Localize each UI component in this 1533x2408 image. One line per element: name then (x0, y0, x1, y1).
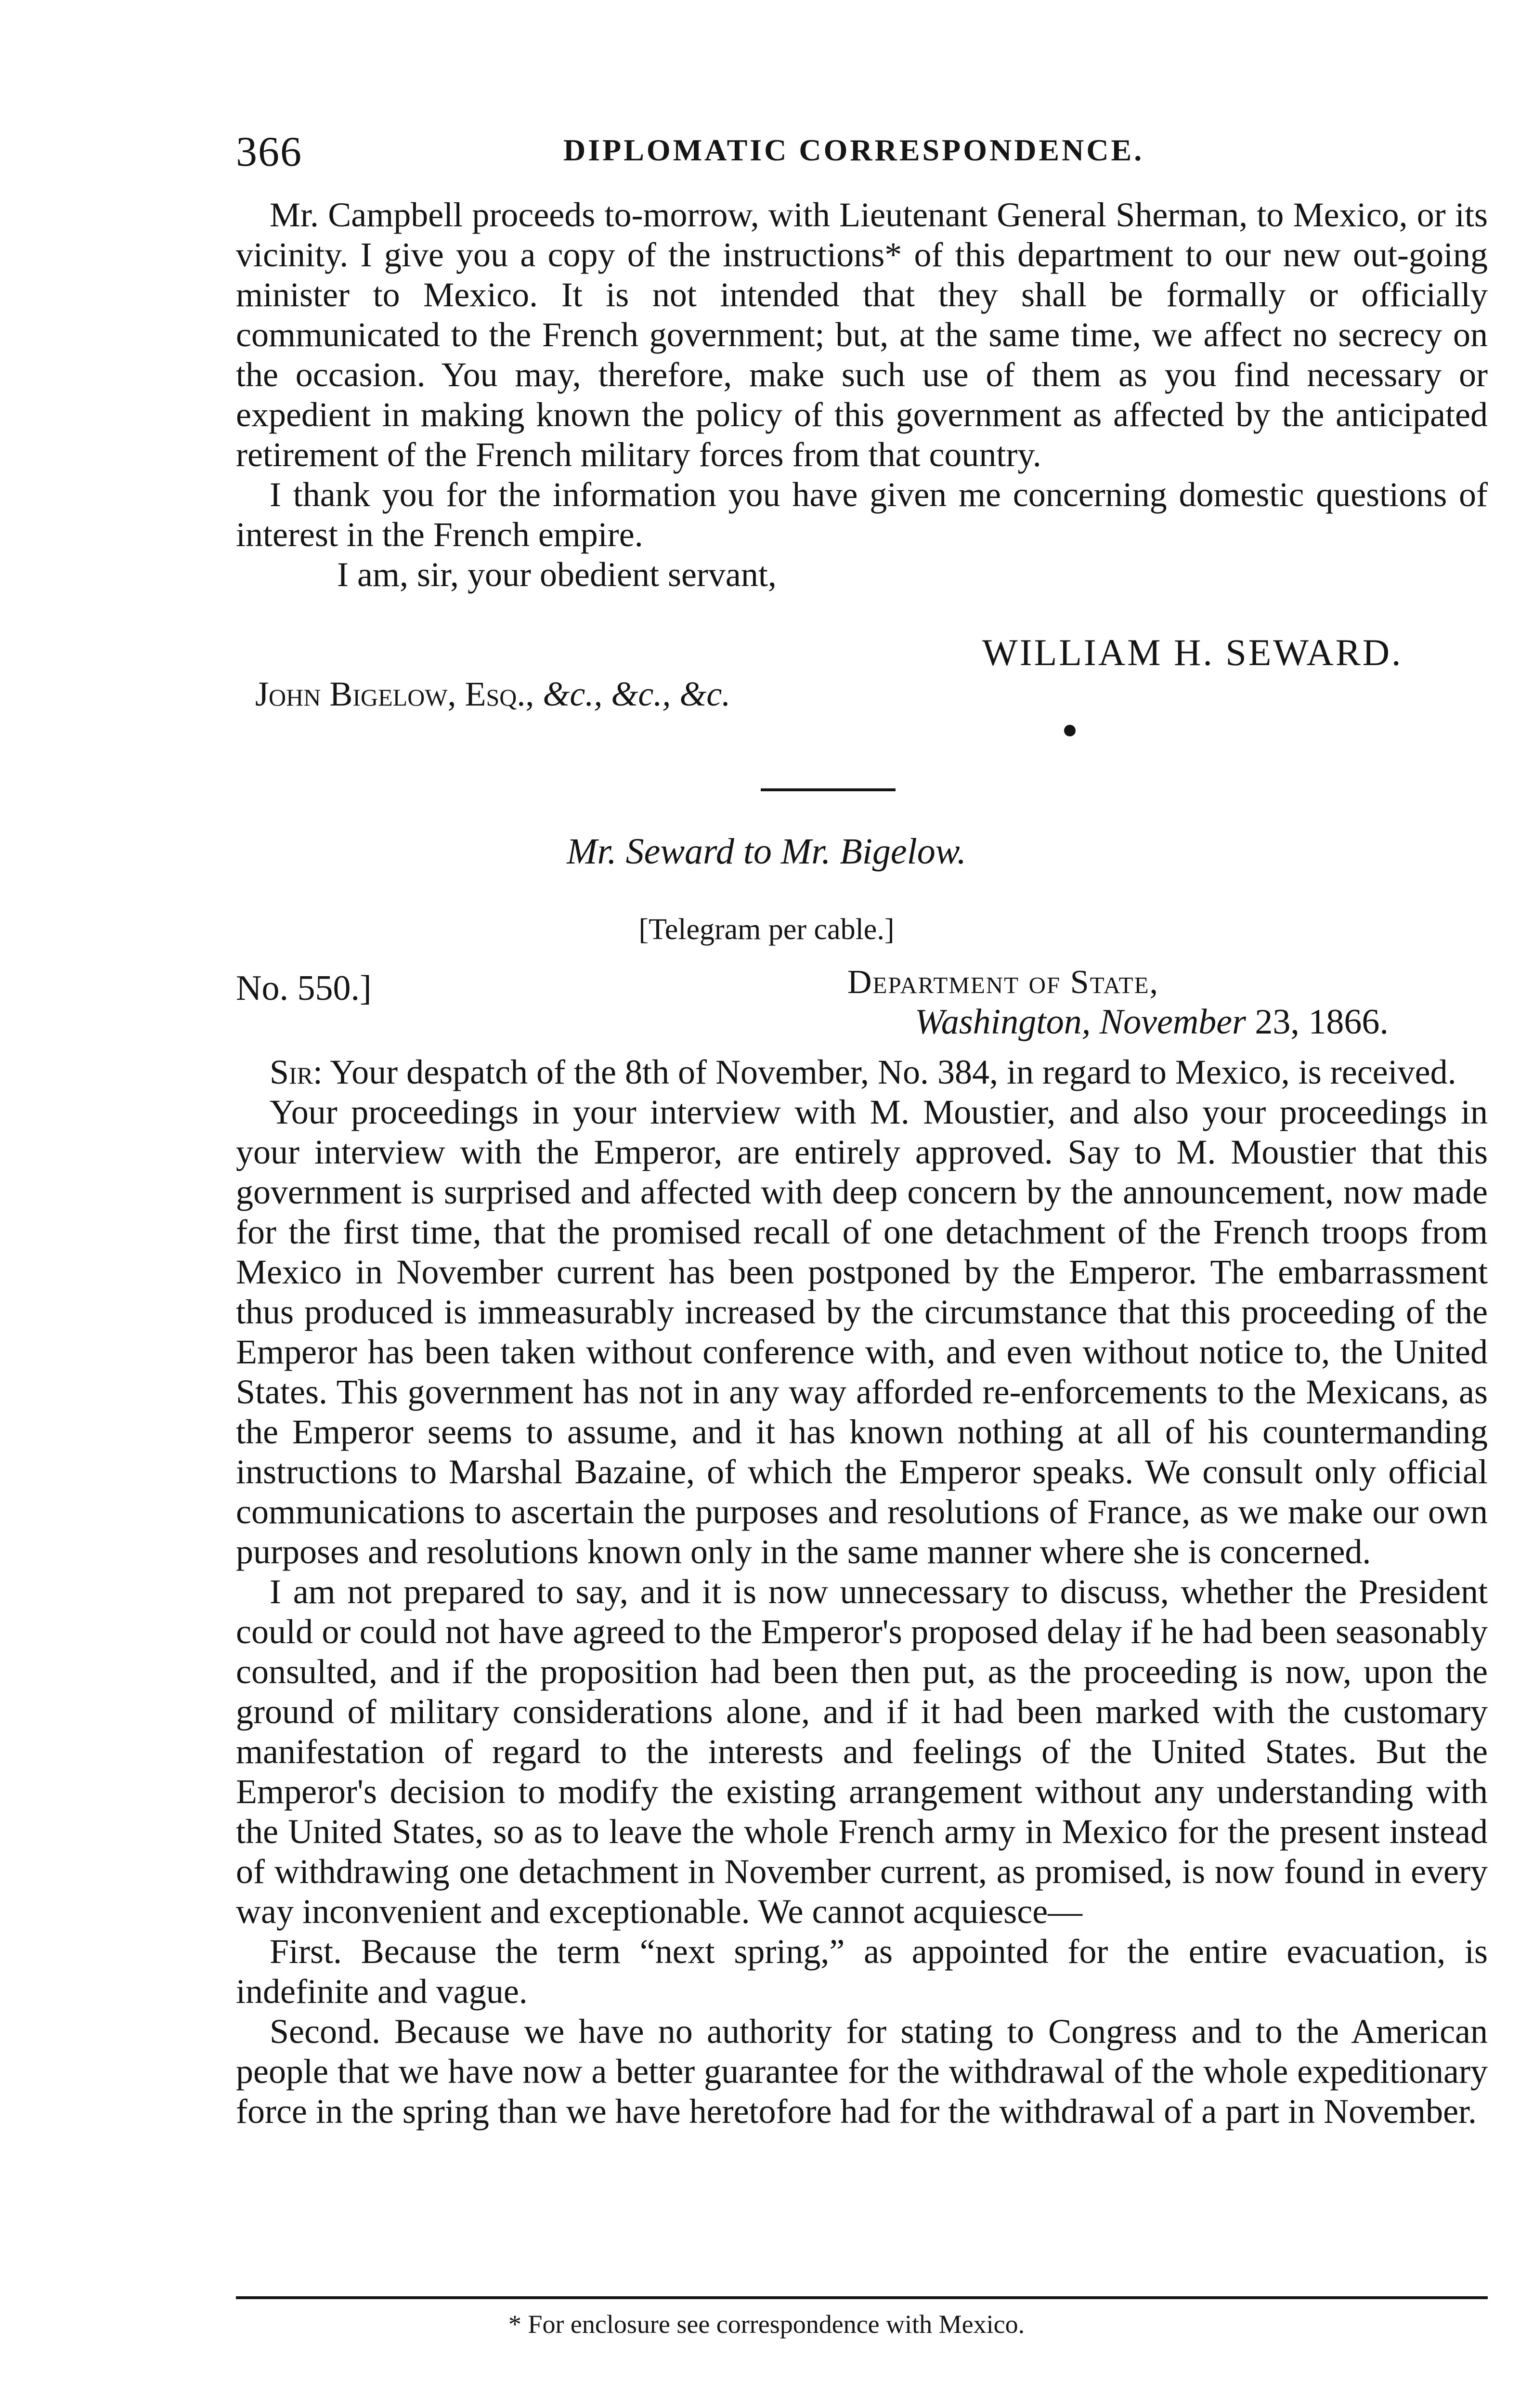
running-title: DIPLOMATIC CORRESPONDENCE. (563, 133, 1144, 167)
ink-dot (1064, 725, 1076, 736)
salutation-text: Your despatch of the 8th of November, No. 384, in regard to Mexico, is received. (323, 1053, 1456, 1091)
addressee-etc: &c., &c., &c. (543, 675, 731, 713)
page-header (236, 128, 1488, 181)
dateline-date: 23, 1866. (1246, 1002, 1389, 1042)
footnote-rule (236, 2296, 1488, 2299)
dateline (915, 1002, 1389, 1043)
salutation: Sir: (270, 1053, 323, 1091)
letter2-title: Mr. Seward to Mr. Bigelow. (567, 831, 966, 872)
section-divider (761, 788, 896, 791)
letter2-body (236, 1052, 1488, 2132)
dateline-place: Washington, November (915, 1002, 1246, 1042)
addressee-name: John Bigelow, Esq., (255, 675, 534, 713)
letter2-paragraph-4: First. Because the term “next spring,” as appointed for the entire evacuation, is indefinite and vague. (236, 1932, 1488, 2011)
letter2-paragraph-2: Your proceedings in your interview with M. Moustier, and also your proceedings in your interview with the Emperor, are entirely approved. Say to M. Moustier that this government is surprised and affected with deep concern by the announcement, now made for the first time, that the promised recall of one detachment of the French troops from Mexico in November current has been postponed by the Emperor. The embarrassment thus produced is immeasurably increased by the circumstance that this proceeding of the Emperor has been taken without conference with, and even without notice to, the United States. This government has not in any way afforded re-enforcements to the Mexicans, as the Emperor seems to assume, and it has known nothing at all of his countermanding instructions to Marshal Bazaine, of which the Emperor speaks. We consult only official communications to ascertain the purposes and resolutions of France, as we make our own purposes and resolutions known only in the same manner where she is concerned. (236, 1093, 1488, 1571)
despatch-number: No. 550.] (236, 968, 372, 1008)
signature: WILLIAM H. SEWARD. (982, 631, 1403, 673)
letter2-paragraph-3: I am not prepared to say, and it is now unnecessary to discuss, whether the President could or could not have agreed to the Emperor's proposed delay if he had been seasonably consulted, and if the proposition had been then put, as the proceeding is now, upon the ground of military considerations alone, and if it had been marked with the customary manifestation of regard to the interests and feelings of the United States. But the Emperor's decision to modify the existing arrangement without any understanding with the United States, so as to leave the whole French army in Mexico for the present instead of withdrawing one detachment in November current, as promised, is now found in every way inconvenient and exceptionable. We cannot acquiesce— (236, 1572, 1488, 1931)
letter2-paragraph-1 (236, 1052, 1488, 1092)
department-heading: Department of State, (847, 964, 1159, 1001)
letter1-closing: I am, sir, your obedient servant, (337, 555, 777, 594)
letter1-paragraph-1: Mr. Campbell proceeds to-morrow, with Lieutenant General Sherman, to Mexico, or its vicinity. I give you a copy of the instructions* of this department to our new out-going minister to Mexico. It is not intended that they shall be formally or officially communicated to the French government; but, at the same time, we affect no secrecy on the occasion. You may, therefore, make such use of them as you find necessary or expedient in making known the policy of this government as affected by the anticipated retirement of the French military forces from that country. (236, 196, 1488, 474)
letter2-paragraph-5: Second. Because we have no authority for stating to Congress and to the American people that we have now a better guarantee for the withdrawal of the whole expeditionary force in the spring than we have heretofore had for the withdrawal of a part in November. (236, 2012, 1488, 2131)
footnote: * For enclosure see correspondence with Mexico. (508, 2310, 1025, 2339)
page-number: 366 (236, 129, 302, 175)
addressee (255, 674, 730, 714)
letter1-paragraph-2: I thank you for the information you have given me concerning domestic questions of interest in the French empire. (236, 475, 1488, 554)
letter1-body (236, 195, 1488, 595)
letter2-subtitle: [Telegram per cable.] (638, 913, 895, 946)
